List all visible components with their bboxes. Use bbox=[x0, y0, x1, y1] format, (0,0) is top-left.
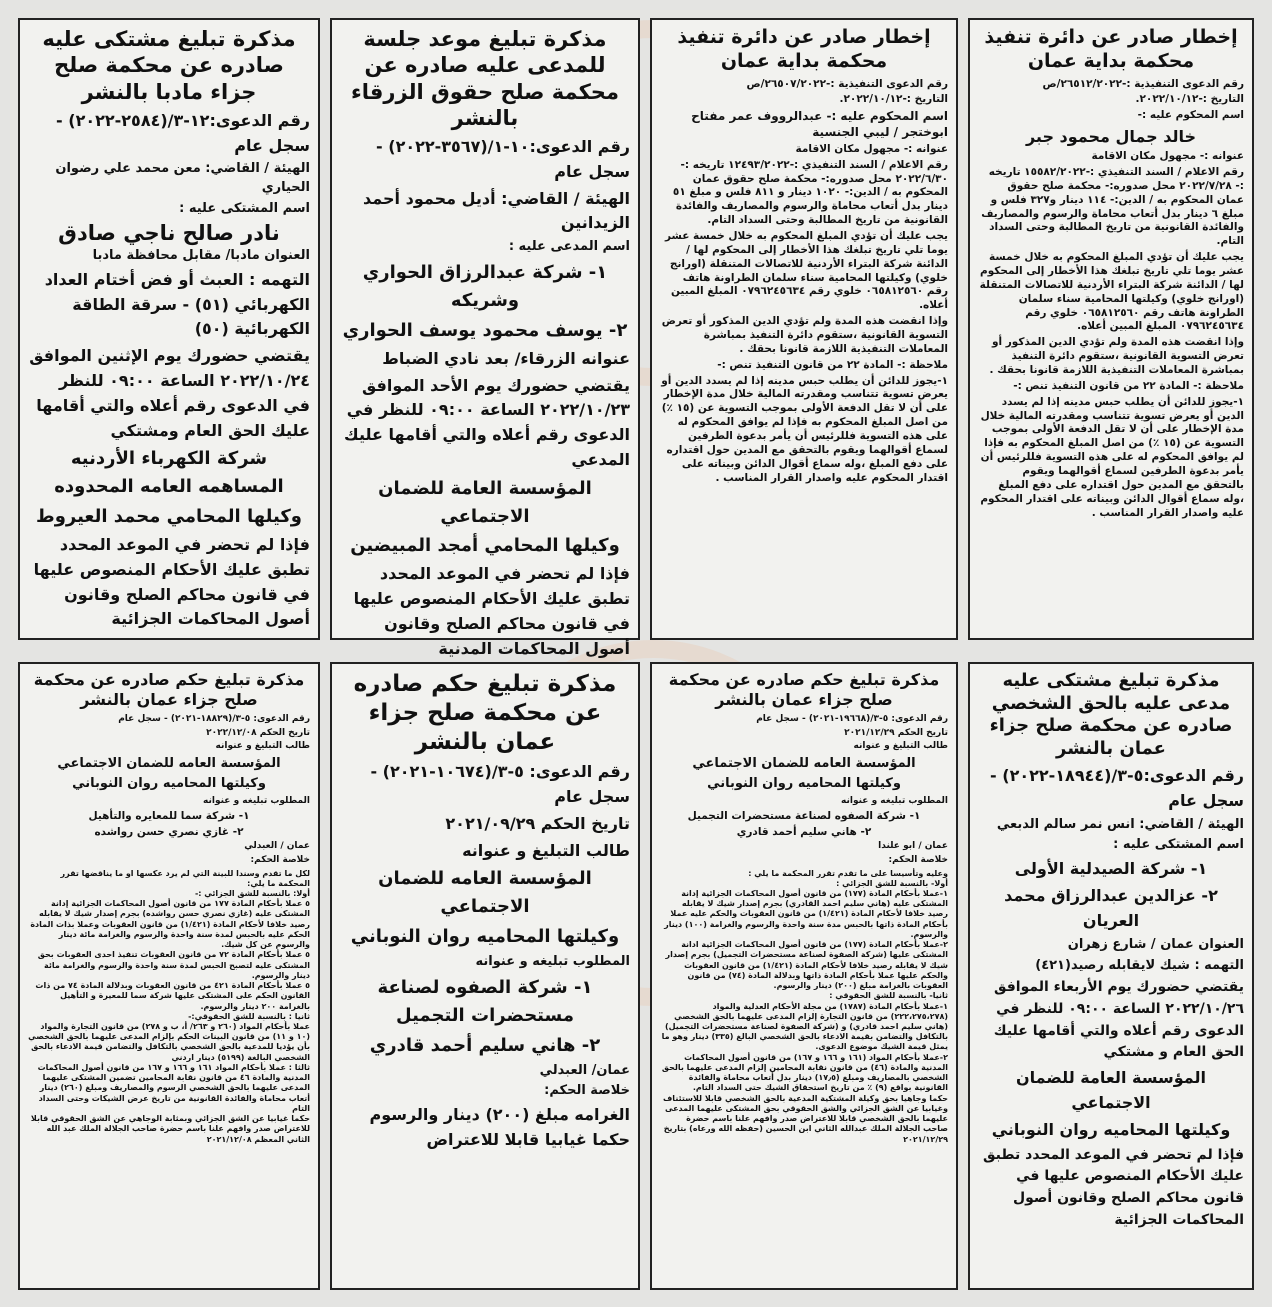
respondent-address: عمان / ابو علندا bbox=[878, 841, 948, 852]
judge-name: الهيئة / القاضي: أديل محمود أحمد الزيدانين bbox=[363, 188, 630, 233]
judgment-date: تاريخ الحكم ٢٠٢١/٠٩/٢٩ bbox=[445, 813, 630, 833]
respondent-address: عمان/ العبدلي bbox=[539, 1062, 630, 1078]
requester-label: طالب التبليغ و عنوانه bbox=[853, 741, 948, 752]
notice-title: مذكرة تبليغ موعد جلسة للمدعى عليه صادره عن محكمة صلح حقوق الزرقاء بالنشر bbox=[351, 27, 619, 130]
requester-agent: وكيلتها المحاميه روان النوباني bbox=[350, 926, 620, 948]
charge: التهمه : العبث أو فض أختام العداد الكهربائي (٥١) - سرقة الطاقة الكهربائية (٥٠) bbox=[44, 269, 310, 339]
notice-accused-amman bbox=[968, 662, 1254, 1290]
debtor-address: عنوانه :- مجهول مكان الاقامة bbox=[795, 142, 948, 155]
complainant-agent: وكيلتها المحاميه روان النوباني bbox=[991, 1119, 1231, 1139]
payment-notice: يجب عليك أن تؤدي المبلغ المحكوم به خلال خمسة عشر يوما تلي تاريخ تبلغك هذا الأخطار إلى المحكوم لها / الدائنة شركة البتراء الأردنية للاتصالات المتنقلة (اورانج خلوي) وكيلتها المحامية سناء سلمان الطراونة هاتف رقم ٠٦٥٨١٢٥٦٠ خلوي رقم ٠٧٩٦٢٤٥٦٣٤ المبلغ المبين أعلاه. bbox=[664, 230, 948, 312]
plaintiff-agent: وكيلها المحامي أمجد المبيضين bbox=[350, 535, 620, 557]
notice-execution-1 bbox=[968, 18, 1254, 640]
debtor-address: عنوانه :- مجهول مكان الاقامة bbox=[1091, 150, 1244, 163]
case-number: رقم الدعوى:١٠-١/(٣٥٦٧-٢٠٢٢) - سجل عام bbox=[376, 137, 630, 181]
respondent-2: ٢- غازي نصري حسن رواشده bbox=[94, 825, 244, 838]
respondent-2: ٢- هاني سليم أحمد قادري bbox=[736, 825, 872, 838]
article-22-text: ١-يجوز للدائن أن يطلب حبس مدينه إذا لم يسدد الدين أو يعرض تسوية تتناسب ومقدرته المالية خلال مدة الإخطار على أن لا تقل الدفعة الأولى بموجب التسوية عن (١٥ ٪) من اصل المبلغ المحكوم به فإذا لم يوافق المحكوم له على هذه التسوية فللرئيس أن يأمر بدعوة الطرفين لسماع أقوالهما ويقوم بالتحقق مع المدين حول اقتداره على دفع المبلغ ،وله سماع أقوال الدائن وبيناته على اقتدار المحكوم عليه واصدار القرار المناسب . bbox=[661, 374, 948, 484]
requester-label: طالب التبليغ و عنوانه bbox=[462, 840, 630, 860]
accused-2: ٢- عزالدين عبدالرزاق محمد العريان bbox=[1004, 886, 1218, 930]
requester-name: المؤسسة العامه للضمان الاجتماعي bbox=[692, 755, 916, 771]
judgment-summary: لكل ما تقدم وسندا للبينة التي لم يرد عكسها او ما يناقضها تقرر المحكمة ما يلي: أولا: بالنسبة للشق الجزائي :- ٥ عملا بأحكام المادة ١٧٧ من قانون أصول المحاكمات الجزائية إدانة المشتكى عليه (غازي نصري حسن رواشده) بجرم إصدار شيك لا يقابله رصيد خلافا لأحكام المادة (١/٤٢١) من قانون العقوبات وعملا بذات المادة الحكم عليه بالحبس لمدة سنة واحدة والرسوم والغرامة مائة دينار والرسوم عن كل شيك. ٥ عملا بأحكام المادة ٧٢ من قانون العقوبات تنفيذ احدى العقوبات بحق المشتكى عليه لتصبح الحبس لمدة سنة واحدة والرسوم والغرامة مائة دينار والرسوم. ٥ عملا بأحكام المادة ٤٢١ من قانون العقوبات وبدلالة المادة ٧٤ من ذات القانون الحكم على المشتكى عليها شركة سما للمعيرة و التأهيل بالغرامة ٢٠٠ دينار والرسوم. ثانيا : بالنسبة للشق الحقوقي:- عملا بأحكام المواد (٢٦٠ و ٢٦٣/ أ، ب و ٢٧٨) من قانون التجارة والمواد (١٠ و ١١) من قانون البينات الحكم بإلزام المدعى عليهما بالحق الشخصي بأن يؤديا للمدعية بالحق الشخصي بالتكافل والتضامن قيمة الادعاء بالحق الشخصي البالغة (٥١٩٩) دينار اردني ثالثا : عملا بأحكام المواد ١٦١ و ١٦٦ و ١٦٧ من قانون أصول المحاكمات المدنية والمادة ٤٦ من قانون نقابة المحامين تضمين المشتكى عليهما المدعى عليهما بالحق الشخصي الرسوم والمصاريف ومبلغ (٢٦٠) دينار أتعاب محاماة والفائدة القانونية من تاريخ عرض الشيكات وحتى السداد التام حكما غيابيا عن الشق الجزائي وبمثابة الوجاهي عن الشق الحقوقي قابلا للاعتراض صدر وافهم علنا باسم حضرة صاحب الجلالة الملك عبد الله الثاني المعظم ٢٠٢١/١٢/٠٨ bbox=[28, 868, 310, 1144]
hearing-details: يقتضي حضورك يوم الأحد الموافق ٢٠٢٢/١٠/٢٣ الساعة ٠٩:٠٠ للنظر في الدعوى رقم أعلاه والتي أقامها عليك المدعي bbox=[344, 375, 630, 469]
notice-date: التاريخ :-٢٠٢٢/١٠/١٢. bbox=[1135, 93, 1244, 106]
footer-warning: فإذا لم تحضر في الموعد المحدد تطبق عليك الأحكام المنصوص عليها في قانون محاكم الصلح وقانون أصول المحاكمات الجزائية bbox=[33, 534, 310, 629]
judgment-details: رقم الاعلام / السند التنفيذي :-١٢٤٩٣/٢٠٢٢ تاريخه :- ٢٠٢٢/٦/٣٠ محل صدوره:- محكمة صلح حقوق عمان المحكوم به / الدين:- ١٠٢٠ دينار و ٨١١ فلس و مبلغ ٥١ دينار بدل أتعاب محاماة والرسوم والمصاريف والفائدة القانونية من تاريخ المطالبة وحتى السداد التام. bbox=[672, 158, 948, 227]
respondent-1: ١- شركة سما للمعايره والتأهيل bbox=[88, 809, 250, 822]
notice-title: إخطار صادر عن دائرة تنفيذ محكمة بداية عمان bbox=[984, 26, 1238, 72]
notice-judgment-1 bbox=[650, 662, 958, 1290]
debtor-name: خالد جمال محمود جبر bbox=[1025, 127, 1197, 147]
notice-title: مذكرة تبليغ مشتكى عليه مدعى عليه بالحق الشخصي صادره عن محكمة صلح جزاء عمان بالنشر bbox=[989, 670, 1233, 759]
respondent-label: المطلوب تبليغه و عنوانه bbox=[203, 796, 310, 807]
requester-agent: وكيلتها المحاميه روان النوباني bbox=[72, 776, 266, 792]
enforcement-notice: وإذا انقضت هذه المدة ولم تؤدي الدين المذكور أو تعرض التسوية القانونية ،ستقوم دائرة التنفيذ بمباشرة المعاملات التنفيذية اللازمة قانونا بحقك . bbox=[989, 336, 1244, 376]
plaintiff-name: المؤسسة العامة للضمان الاجتماعي bbox=[378, 477, 592, 527]
notice-title: مذكرة تبليغ مشتكى عليه صادره عن محكمة صلح جزاء مادبا بالنشر bbox=[42, 27, 296, 104]
requester-name: المؤسسة العامه للضمان الاجتماعي bbox=[378, 868, 592, 918]
case-number: رقم الدعوى التنفيذية :-٢٦٥١٢/٢٠٢٢/ص bbox=[1042, 77, 1244, 90]
judgment-details: رقم الاعلام / السند التنفيذي :-١٥٥٨٢/٢٠٢٢ تاريخه :- ٢٠٢٢/٧/٢٨ محل صدوره:- محكمة صلح حقوق عمان المحكوم به / الدين:- ١١٤ دينار و٣٢٧ فلس و مبلغ ٦ دينار بدل أتعاب محاماة والرسوم والمصاريف والفائدة القانونية من تاريخ المطالبة وحتى السداد التام. bbox=[981, 165, 1244, 248]
case-number: رقم الدعوى:١٢-٣/(٢٥٨٤-٢٠٢٢) - سجل عام bbox=[56, 110, 310, 155]
notice-date: التاريخ :-٢٠٢٢/١٠/١٢. bbox=[839, 93, 948, 106]
complainant-agent: وكيلها المحامي محمد العيروط bbox=[36, 506, 302, 528]
judge-name: الهيئة / القاضي: انس نمر سالم الدبعي bbox=[996, 816, 1244, 832]
notice-accused-madaba bbox=[18, 18, 320, 640]
notice-title: مذكرة تبليغ حكم صادره عن محكمة صلح جزاء عمان بالنشر bbox=[33, 670, 305, 709]
requester-label: طالب التبليغ و عنوانه bbox=[215, 741, 310, 752]
case-number: رقم الدعوى التنفيذية :-٢٦٥٠٧/٢٠٢٢/ص bbox=[746, 77, 948, 90]
respondent-1: ١- شركة الصفوه لصناعة مستحضرات التجميل bbox=[377, 976, 593, 1026]
accused-address: العنوان مادبا/ مقابل محافظة مادبا bbox=[92, 247, 310, 263]
requester-name: المؤسسة العامه للضمان الاجتماعي bbox=[57, 755, 281, 771]
accused-name: نادر صالح ناجي صادق bbox=[58, 220, 280, 245]
payment-notice: يجب عليك أن تؤدي المبلغ المحكوم به خلال خمسة عشر يوما تلي تاريخ تبلغك هذا الأخطار إلى المحكوم لها / الدائنة شركة البتراء الأردنية للاتصالات المتنقلة (اورانج خلوي) وكيلتها المحامية سناء سلمان الطراونة هاتف رقم ٠٦٥٨١٢٥٦٠ خلوي رقم ٠٧٩٦٢٤٥٦٣٤ المبلغ المبين أعلاه. bbox=[979, 251, 1244, 333]
respondent-2: ٢- هاني سليم أحمد قادري bbox=[369, 1034, 601, 1056]
debtor-label: اسم المحكوم عليه :- bbox=[1137, 109, 1244, 122]
accused-label: اسم المشتكى عليه : bbox=[1113, 837, 1244, 853]
defendant-address: عنوانه الزرقاء/ بعد نادي الضباط bbox=[382, 348, 630, 368]
footer-warning: فإذا لم تحضر في الموعد المحدد تطبق عليك الأحكام المنصوص عليها في قانون محاكم الصلح وقانون أصول المحاكمات المدنية bbox=[353, 564, 630, 658]
defendant-label: اسم المدعى عليه : bbox=[508, 239, 630, 255]
notice-execution-2 bbox=[650, 18, 958, 640]
accused-label: اسم المشتكى عليه : bbox=[179, 201, 310, 217]
notice-judgment-3 bbox=[18, 662, 320, 1290]
footer-warning: فإذا لم تحضر في الموعد المحدد تطبق عليك الأحكام المنصوص عليها في قانون محاكم الصلح وقانون أصول المحاكمات الجزائية bbox=[983, 1146, 1244, 1228]
judgment-date: تاريخ الحكم ٢٠٢١/١٢/٢٩ bbox=[844, 727, 948, 738]
respondent-1: ١- شركة الصفوه لصناعة مستحضرات التجميل bbox=[687, 809, 921, 822]
accused-1: ١- شركة الصيدلية الأولى bbox=[1014, 859, 1208, 879]
article-22-text: ١-يجوز للدائن أن يطلب حبس مدينه إذا لم يسدد الدين أو يعرض تسوية تتناسب ومقدرته المالية خلال مدة الإخطار على أن لا تقل الدفعة الأولى بموجب التسوية عن (١٥ ٪) من اصل المبلغ المحكوم به فإذا لم يوافق المحكوم له على هذه التسوية فللرئيس أن يأمر بدعوة الطرفين لسماع أقوالهما ويقوم بالتحقق مع المدين حول اقتداره على دفع المبلغ ،وله سماع أقوال الدائن وبيناته على اقتدار المحكوم عليه واصدار القرار المناسب . bbox=[980, 395, 1244, 519]
judge-name: الهيئة / القاضي: معن محمد علي رضوان الحياري bbox=[55, 161, 310, 196]
summary-label: خلاصة الحكم: bbox=[888, 854, 948, 865]
charge: التهمه : شيك لايقابله رصيد(٤٢١) bbox=[1035, 957, 1244, 973]
enforcement-notice: وإذا انقضت هذه المدة ولم تؤدي الدين المذكور أو تعرض التسوية القانونية ،ستقوم دائرة التنفيذ بمباشرة المعاملات التنفيذية اللازمة قانونا بحقك . bbox=[661, 315, 948, 355]
hearing-details: يقتضي حضورك يوم الأربعاء الموافق ٢٠٢٢/١٠/٢٦ الساعة ٠٩:٠٠ للنظر في الدعوى رقم أعلاه والتي أقامها عليك الحق العام و مشتكي bbox=[993, 979, 1244, 1061]
notice-hearing-zarqa bbox=[330, 18, 640, 658]
notice-judgment-2 bbox=[330, 662, 640, 1290]
respondent-label: المطلوب تبليغه و عنوانه bbox=[841, 796, 948, 807]
summary-label: خلاصة الحكم: bbox=[250, 854, 310, 865]
case-number: رقم الدعوى: ٥-٣/(١٨٨٢٩-٢٠٢١) - سجل عام bbox=[118, 714, 310, 724]
judgment-summary: الغرامه مبلغ (٢٠٠) دينار والرسوم حكما غيابيا قابلا للاعتراض bbox=[369, 1105, 630, 1150]
requester-agent: وكيلتها المحاميه روان النوباني bbox=[707, 776, 901, 792]
accused-address: العنوان عمان / شارع زهران bbox=[1067, 936, 1244, 952]
complainant-name: شركة الكهرباء الأردنيه المساهمه العامه المحدوده bbox=[54, 448, 284, 498]
case-number: رقم الدعوى: ٥-٣/(١٠٦٧٤-٢٠٢١) - سجل عام bbox=[370, 762, 630, 807]
case-number: رقم الدعوى:٥-٣/(١٨٩٤٤-٢٠٢٢) - سجل عام bbox=[990, 766, 1244, 810]
notice-title: إخطار صادر عن دائرة تنفيذ محكمة بداية عمان bbox=[677, 26, 931, 72]
defendant-2: ٢- يوسف محمود يوسف الحواري bbox=[342, 319, 628, 341]
respondent-address: عمان / العبدلي bbox=[244, 841, 310, 852]
judgment-date: تاريخ الحكم ٢٠٢٢/١٢/٠٨ bbox=[206, 727, 310, 738]
judgment-summary: وعليه وتأسيسا على ما تقدم تقرر المحكمة ما يلي : أولا- بالنسبة للشق الجزائي : ١-عملا بأحكام المادة (١٧٧) من قانون أصول المحاكمات الجزائية إدانة المشتكى عليه (هاني سليم احمد القادري) بجرم إصدار شيك لا يقابله رصيد خلافا لأحكام المادة (١/٤٢١) من قانون العقوبات والحكم عليه عملا بأحكام المادة ذاتها بالحبس مدة سنة واحدة والرسوم والغرامة (١٠٠) دينار والرسوم. ٢-عملا بأحكام المادة (١٧٧) من قانون أصول المحاكمات الجزائية ادانة المشتكى عليها (شركة الصفوة لصناعة مستحضرات التجميل) بجرم إصدار شيك لا يقابله رصيد خلافا لأحكام المادة (١/٤٢١) من قانون العقوبات والحكم عليها عملا بأحكام المادة ذاتها وبدلالة المادة (٧٤) من قانون العقوبات بالغرامة مبلغ (٢٠٠) دينار والرسوم. ثانيا- بالنسبة للشق الحقوقي : ١-عملا بأحكام المادة (١٧٨٧) من مجلة الأحكام العدلية والمواد (٢٢٢،٢٧٥،٢٧٨) من قانون التجارة إلزام المدعى عليهما بالحق الشخصي (هاني سليم احمد قادري) و (شركة الصفوة لصناعة مستحضرات التجميل) بالتكافل والتضامن بقيمة الادعاء بالحق الشخصي البالغ (٣٣٥) دينار وهو ما يمثل قيمة الشيك موضوع الدعوى. ٢-عملا بأحكام المواد (١٦١ و ١٦٦ و ١٦٧) من قانون أصول المحاكمات المدنية والمادة (٤٦) من قانون نقابة المحامين إلزام المدعى عليهما بالحق الشخصي بالمصاريف ومبلغ (١٧٫٥) دينار بدل أتعاب محاماة والفائدة القانونية بواقع (٩) ٪ من تاريخ استحقاق الشيك حتى السداد التام. حكما وجاهيا بحق وكيلة المشتكية المدعية بالحق الشخصي قابلا للاستئناف وغيابيا عن الشق الجزائي والشق الحقوقي بحق المشتكى عليهما المدعى عليهما بالحق الشخصي قابلا للاعتراض صدر وافهم علنا باسم حضرة صاحب الجلالة الملك عبدالله الثاني ابن الحسين (حفظه الله ورعاه) بتاريخ ٢٠٢١/١٢/٢٩ bbox=[661, 868, 948, 1144]
note-heading: ملاحظة :- المادة ٢٢ من قانون التنفيذ تنص :- bbox=[717, 358, 948, 371]
notice-title: مذكرة تبليغ حكم صادره عن محكمة صلح جزاء عمان بالنشر bbox=[353, 671, 617, 755]
respondent-label: المطلوب تبليغه و عنوانه bbox=[475, 954, 630, 970]
notice-title: مذكرة تبليغ حكم صادره عن محكمة صلح جزاء عمان بالنشر bbox=[668, 670, 940, 709]
defendant-1: ١- شركة عبدالرزاق الحواري وشريكه bbox=[362, 262, 608, 311]
debtor-name: اسم المحكوم عليه :- عبدالرووف عمر مفتاح ابوختجر / ليبي الجنسية bbox=[691, 109, 948, 140]
summary-label: خلاصة الحكم: bbox=[544, 1083, 630, 1099]
case-number: رقم الدعوى: ٥-٣/(١٩٦٦٨-٢٠٢١) - سجل عام bbox=[756, 714, 948, 724]
note-heading: ملاحظة :- المادة ٢٢ من قانون التنفيذ تنص :- bbox=[1013, 379, 1244, 392]
complainant-name: المؤسسة العامة للضمان الاجتماعي bbox=[1016, 1068, 1206, 1112]
hearing-details: يقتضي حضورك يوم الإثنين الموافق ٢٠٢٢/١٠/٢٤ الساعة ٠٩:٠٠ للنظر في الدعوى رقم أعلاه والتي أقامها عليك الحق العام ومشتكي bbox=[29, 346, 310, 440]
